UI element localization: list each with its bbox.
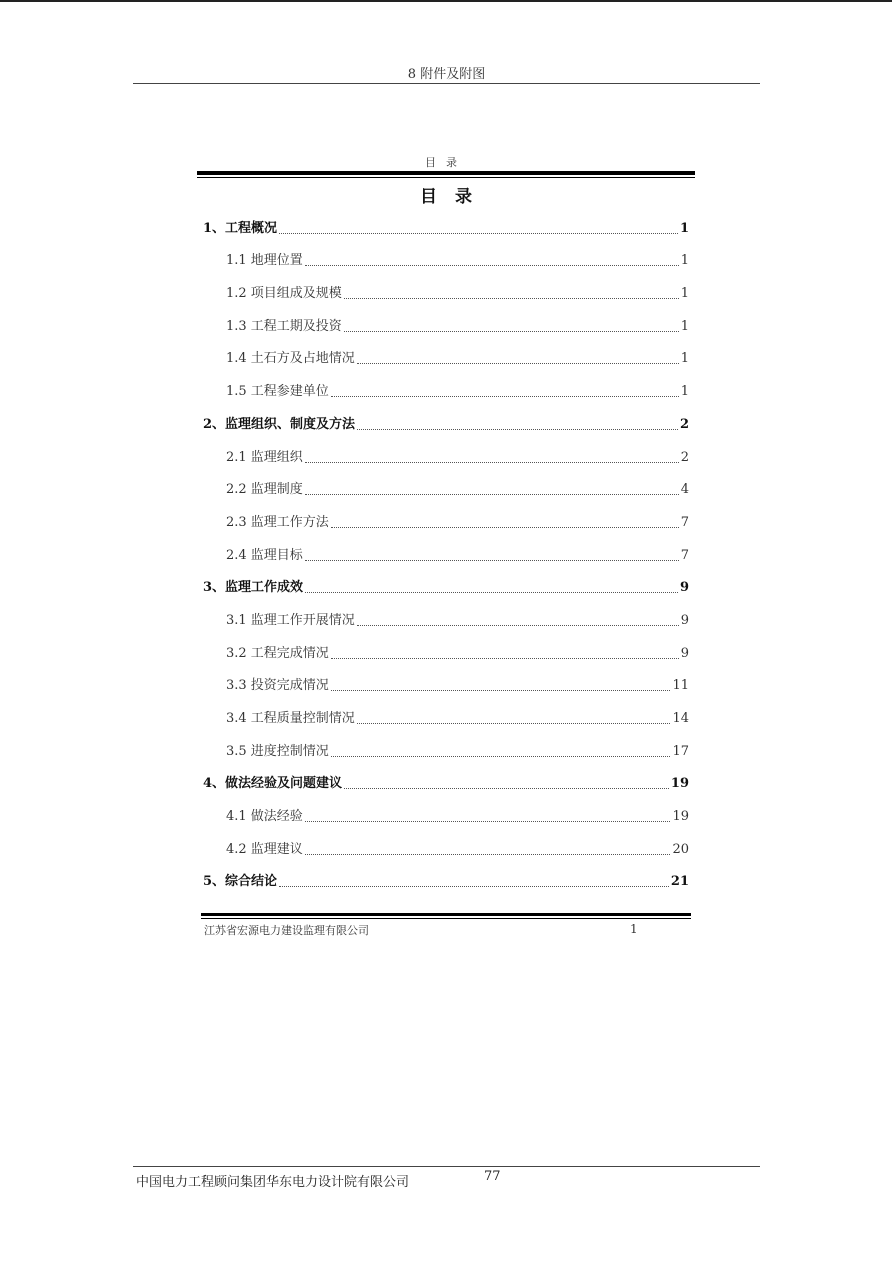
toc-entry[interactable] xyxy=(203,373,689,406)
toc-entry-page: 1 xyxy=(680,318,689,334)
inner-header-rule-thin xyxy=(197,177,695,178)
toc-dot-leader xyxy=(331,690,671,691)
outer-footer-page-number: 77 xyxy=(484,1169,501,1184)
toc-dot-leader xyxy=(331,658,679,659)
toc-entry[interactable] xyxy=(203,439,689,472)
toc-entry-page: 21 xyxy=(670,874,689,890)
toc-entry-label: 3.3 投资完成情况 xyxy=(226,678,329,694)
toc-entry-page: 9 xyxy=(680,645,689,661)
toc-entry-label: 3.5 进度控制情况 xyxy=(226,743,329,759)
toc-entry-page: 9 xyxy=(680,612,689,628)
toc-entry-label: 4、做法经验及问题建议 xyxy=(203,776,343,792)
toc-entry-page: 11 xyxy=(672,678,689,694)
toc-entry-page: 1 xyxy=(679,220,689,236)
toc-entry[interactable] xyxy=(203,733,689,766)
toc-dot-leader xyxy=(331,396,679,397)
toc-dot-leader xyxy=(344,788,669,789)
outer-footer-company: 中国电力工程顾问集团华东电力设计院有限公司 xyxy=(136,1175,410,1190)
toc-dot-leader xyxy=(305,821,671,822)
toc-dot-leader xyxy=(357,429,678,430)
page-top-border xyxy=(0,0,892,2)
toc-entry-page: 1 xyxy=(680,351,689,367)
toc-dot-leader xyxy=(305,265,679,266)
toc-entry-label: 3.4 工程质量控制情况 xyxy=(226,711,355,726)
toc-entry[interactable] xyxy=(203,341,689,374)
inner-running-header: 目录 xyxy=(425,156,467,169)
toc-entry-label: 2.4 监理目标 xyxy=(226,547,303,563)
toc-entry-page: 1 xyxy=(680,253,689,269)
toc-entry[interactable] xyxy=(203,635,689,668)
toc-dot-leader xyxy=(305,560,679,561)
toc-entry-label: 1.5 工程参建单位 xyxy=(226,384,329,400)
toc-dot-leader xyxy=(305,592,678,593)
toc-entry[interactable] xyxy=(203,406,689,439)
toc-entry[interactable] xyxy=(203,602,689,635)
toc-title: 目录 xyxy=(420,187,490,207)
toc-entry[interactable] xyxy=(203,504,689,537)
outer-page-header: 8 附件及附图 xyxy=(407,67,486,82)
toc-entry-label: 2.3 监理工作方法 xyxy=(226,514,329,530)
toc-dot-leader xyxy=(357,625,679,626)
toc-dot-leader xyxy=(331,527,679,528)
toc-entry[interactable] xyxy=(203,210,689,243)
toc-entry[interactable] xyxy=(203,472,689,505)
table-of-contents xyxy=(203,210,689,896)
inner-footer-company: 江苏省宏源电力建设监理有限公司 xyxy=(204,924,369,937)
toc-dot-leader xyxy=(344,331,679,332)
toc-entry-page: 2 xyxy=(680,449,689,465)
toc-entry-label: 4.1 做法经验 xyxy=(226,809,303,825)
toc-entry[interactable] xyxy=(203,864,689,897)
toc-dot-leader xyxy=(305,494,679,495)
toc-entry-page: 1 xyxy=(680,384,689,400)
inner-header-rule-thick xyxy=(197,171,695,175)
toc-entry-page: 7 xyxy=(680,547,689,563)
toc-entry-page: 9 xyxy=(679,580,689,596)
toc-entry-label: 4.2 监理建议 xyxy=(226,841,303,857)
toc-entry[interactable] xyxy=(203,766,689,799)
toc-dot-leader xyxy=(305,854,671,855)
toc-entry-label: 5、综合结论 xyxy=(203,874,278,890)
toc-dot-leader xyxy=(305,462,679,463)
toc-dot-leader xyxy=(344,298,679,299)
toc-entry-label: 3.1 监理工作开展情况 xyxy=(226,612,355,628)
toc-entry[interactable] xyxy=(203,570,689,603)
toc-entry[interactable] xyxy=(203,308,689,341)
toc-entry[interactable] xyxy=(203,831,689,864)
toc-entry-page: 7 xyxy=(680,514,689,530)
toc-entry[interactable] xyxy=(203,668,689,701)
toc-entry-page: 20 xyxy=(672,841,689,857)
toc-entry-label: 1、工程概况 xyxy=(203,220,278,236)
toc-entry-label: 2、监理组织、制度及方法 xyxy=(203,416,356,432)
toc-dot-leader xyxy=(279,886,669,887)
toc-entry-page: 19 xyxy=(672,809,689,825)
inner-footer-rule-thick xyxy=(201,913,691,916)
toc-entry-page: 2 xyxy=(679,416,689,432)
toc-entry-label: 1.4 土石方及占地情况 xyxy=(226,351,355,367)
toc-entry-label: 3.2 工程完成情况 xyxy=(226,645,329,661)
inner-footer-page-number: 1 xyxy=(630,922,638,936)
toc-entry-label: 2.2 监理制度 xyxy=(226,482,303,498)
toc-entry-label: 2.1 监理组织 xyxy=(226,449,303,465)
toc-entry-label: 1.3 工程工期及投资 xyxy=(226,318,342,334)
toc-entry[interactable] xyxy=(203,700,689,733)
toc-entry-page: 19 xyxy=(670,776,689,792)
toc-entry-label: 1.2 项目组成及规模 xyxy=(226,286,342,302)
toc-dot-leader xyxy=(357,363,679,364)
toc-entry[interactable] xyxy=(203,798,689,831)
toc-dot-leader xyxy=(357,723,671,724)
toc-dot-leader xyxy=(279,233,678,234)
toc-entry-page: 1 xyxy=(680,286,689,302)
toc-entry[interactable] xyxy=(203,537,689,570)
toc-entry-label: 1.1 地理位置 xyxy=(226,253,303,269)
toc-entry-page: 14 xyxy=(672,711,689,726)
toc-dot-leader xyxy=(331,756,671,757)
toc-entry[interactable] xyxy=(203,275,689,308)
outer-header-divider xyxy=(133,83,760,84)
outer-footer-divider xyxy=(133,1166,760,1167)
toc-entry-label: 3、监理工作成效 xyxy=(203,580,304,596)
toc-entry[interactable] xyxy=(203,243,689,276)
toc-entry-page: 4 xyxy=(680,482,689,498)
toc-entry-page: 17 xyxy=(672,743,689,759)
inner-footer-rule-thin xyxy=(201,918,691,919)
